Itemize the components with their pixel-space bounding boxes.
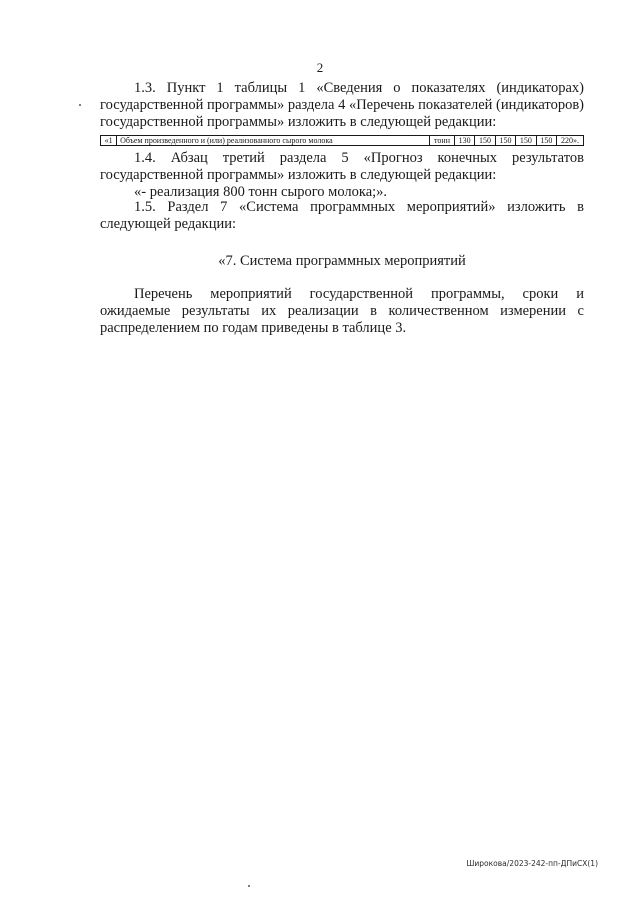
section-1-4 (100, 150, 584, 201)
section-1-4-quote: «- реализация 800 тонн сырого молока;». (134, 184, 388, 200)
indicator-value: 150 (516, 136, 536, 146)
page-number: 2 (316, 60, 324, 75)
section-7-text: Перечень мероприятий государственной программы, сроки и ожидаемые результаты их реализации в количественном измерении с распределением по годам приведены в таблице 3. (100, 286, 584, 336)
indicator-row (101, 136, 584, 146)
indicator-value: 150 (495, 136, 515, 146)
section-1-4-line1: 1.4. Абзац третий раздела 5 «Прогноз конечных результатов (134, 150, 584, 166)
indicator-unit: тонн (430, 136, 455, 146)
section-1-5 (100, 199, 584, 233)
section-1-3 (100, 80, 584, 131)
scan-speck (79, 104, 81, 106)
indicator-table (100, 135, 584, 146)
section-1-5-line1: 1.5. Раздел 7 «Система программных мероприятий» изложить в (134, 199, 584, 215)
indicator-value: 130 (454, 136, 474, 146)
scan-speck (248, 885, 250, 887)
footer-document-code: Широкова/2023-242-пп-ДПиСХ(1) (466, 859, 598, 868)
section-1-3-text: 1.3. Пункт 1 таблицы 1 «Сведения о показателях (индикаторах) государственной программы» раздела 4 «Перечень показателей (индикаторов) государственной программы» изложить в следующей редакции: (100, 80, 585, 130)
section-7-heading: «7. Система программных мероприятий (218, 253, 466, 269)
indicator-value: 150 (536, 136, 556, 146)
section-7 (100, 286, 584, 337)
indicator-number: «1 (101, 136, 117, 146)
indicator-value: 220». (557, 136, 584, 146)
indicator-value: 150 (475, 136, 495, 146)
section-1-4-line2: государственной программы» изложить в следующей редакции: (100, 167, 497, 183)
indicator-name: Объем произведенного и (или) реализованного сырого молока (117, 136, 430, 146)
section-1-5-line2: следующей редакции: (100, 216, 237, 232)
